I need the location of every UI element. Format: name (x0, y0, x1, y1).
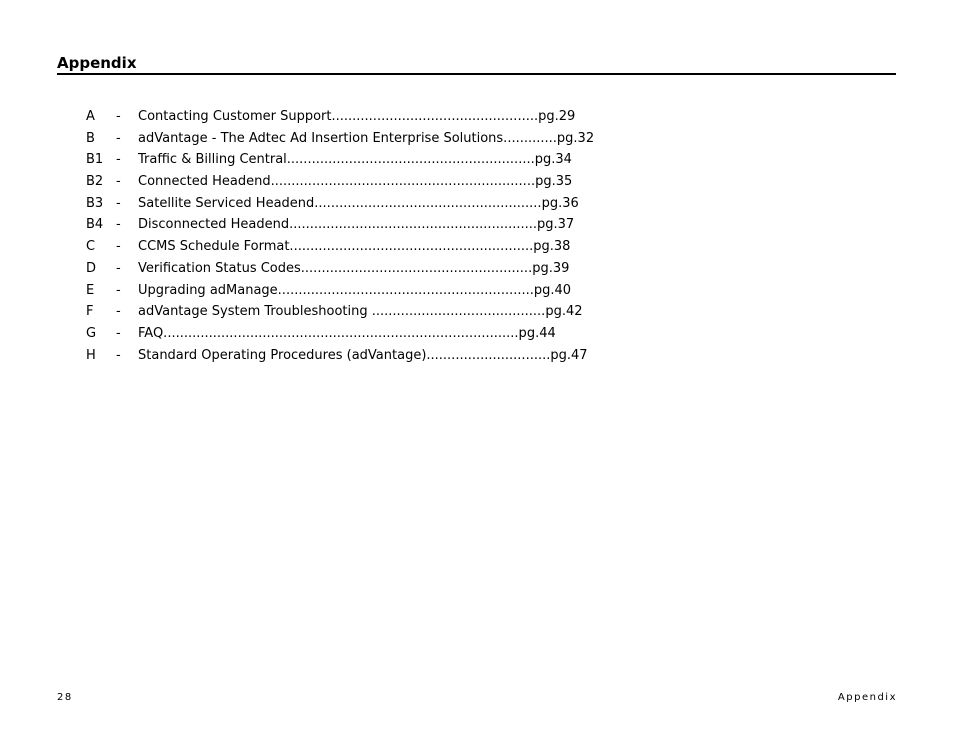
toc-dash: - (116, 239, 121, 255)
toc-letter: D (86, 260, 97, 276)
toc-dash: - (116, 260, 121, 276)
toc-dash: - (116, 325, 121, 341)
toc-text: Verification Status Codes........................................................pg.39 (138, 260, 570, 276)
toc-letter: B1 (86, 152, 104, 168)
toc-dash: - (116, 282, 121, 298)
appendix-toc (86, 106, 594, 366)
toc-text: Traffic & Billing Central............................................................pg.34 (138, 152, 572, 168)
toc-entry-c[interactable] (86, 236, 594, 258)
toc-dash: - (116, 347, 121, 363)
toc-entry-b[interactable] (86, 128, 594, 150)
toc-text: CCMS Schedule Format...........................................................pg.38 (138, 239, 571, 255)
toc-letter: H (86, 347, 96, 363)
heading-rule (57, 73, 896, 75)
toc-dash: - (116, 174, 121, 190)
toc-letter: B3 (86, 195, 104, 211)
toc-letter: G (86, 325, 97, 341)
toc-entry-h[interactable] (86, 345, 594, 367)
toc-entry-b4[interactable] (86, 214, 594, 236)
toc-dash: - (116, 304, 121, 320)
toc-letter: F (86, 304, 94, 320)
toc-dash: - (116, 195, 121, 211)
toc-text: Connected Headend................................................................pg.35 (138, 174, 573, 190)
toc-text: Upgrading adManage..............................................................pg.40 (138, 282, 572, 298)
toc-entry-b1[interactable] (86, 149, 594, 171)
toc-letter: B2 (86, 174, 104, 190)
toc-entry-f[interactable] (86, 301, 594, 323)
toc-entry-b3[interactable] (86, 193, 594, 215)
toc-letter: A (86, 109, 95, 124)
page-heading: Appendix (57, 54, 137, 72)
toc-text: adVantage - The Adtec Ad Insertion Enterprise Solutions.............pg.32 (138, 130, 595, 146)
toc-text: Standard Operating Procedures (adVantage)..............................pg.47 (138, 347, 588, 363)
toc-dash: - (116, 130, 121, 146)
toc-text: Contacting Customer Support..................................................pg.29 (138, 109, 576, 124)
footer-section-title: Appendix (837, 692, 897, 703)
toc-dash: - (116, 109, 121, 124)
toc-text: FAQ......................................................................................pg.44 (138, 325, 556, 341)
toc-dash: - (116, 152, 121, 168)
toc-letter: E (86, 282, 95, 298)
toc-entry-e[interactable] (86, 280, 594, 302)
toc-letter: B4 (86, 217, 104, 233)
toc-entry-a[interactable] (86, 106, 594, 128)
footer-page-number: 28 (57, 692, 73, 703)
toc-text: adVantage System Troubleshooting ..........................................pg.42 (138, 304, 583, 320)
toc-dash: - (116, 217, 121, 233)
toc-letter: C (86, 239, 96, 255)
toc-entry-d[interactable] (86, 258, 594, 280)
toc-entry-b2[interactable] (86, 171, 594, 193)
toc-entry-g[interactable] (86, 323, 594, 345)
toc-letter: B (86, 130, 95, 146)
toc-text: Satellite Serviced Headend.......................................................pg.36 (138, 195, 579, 211)
toc-text: Disconnected Headend............................................................pg.37 (138, 217, 575, 233)
